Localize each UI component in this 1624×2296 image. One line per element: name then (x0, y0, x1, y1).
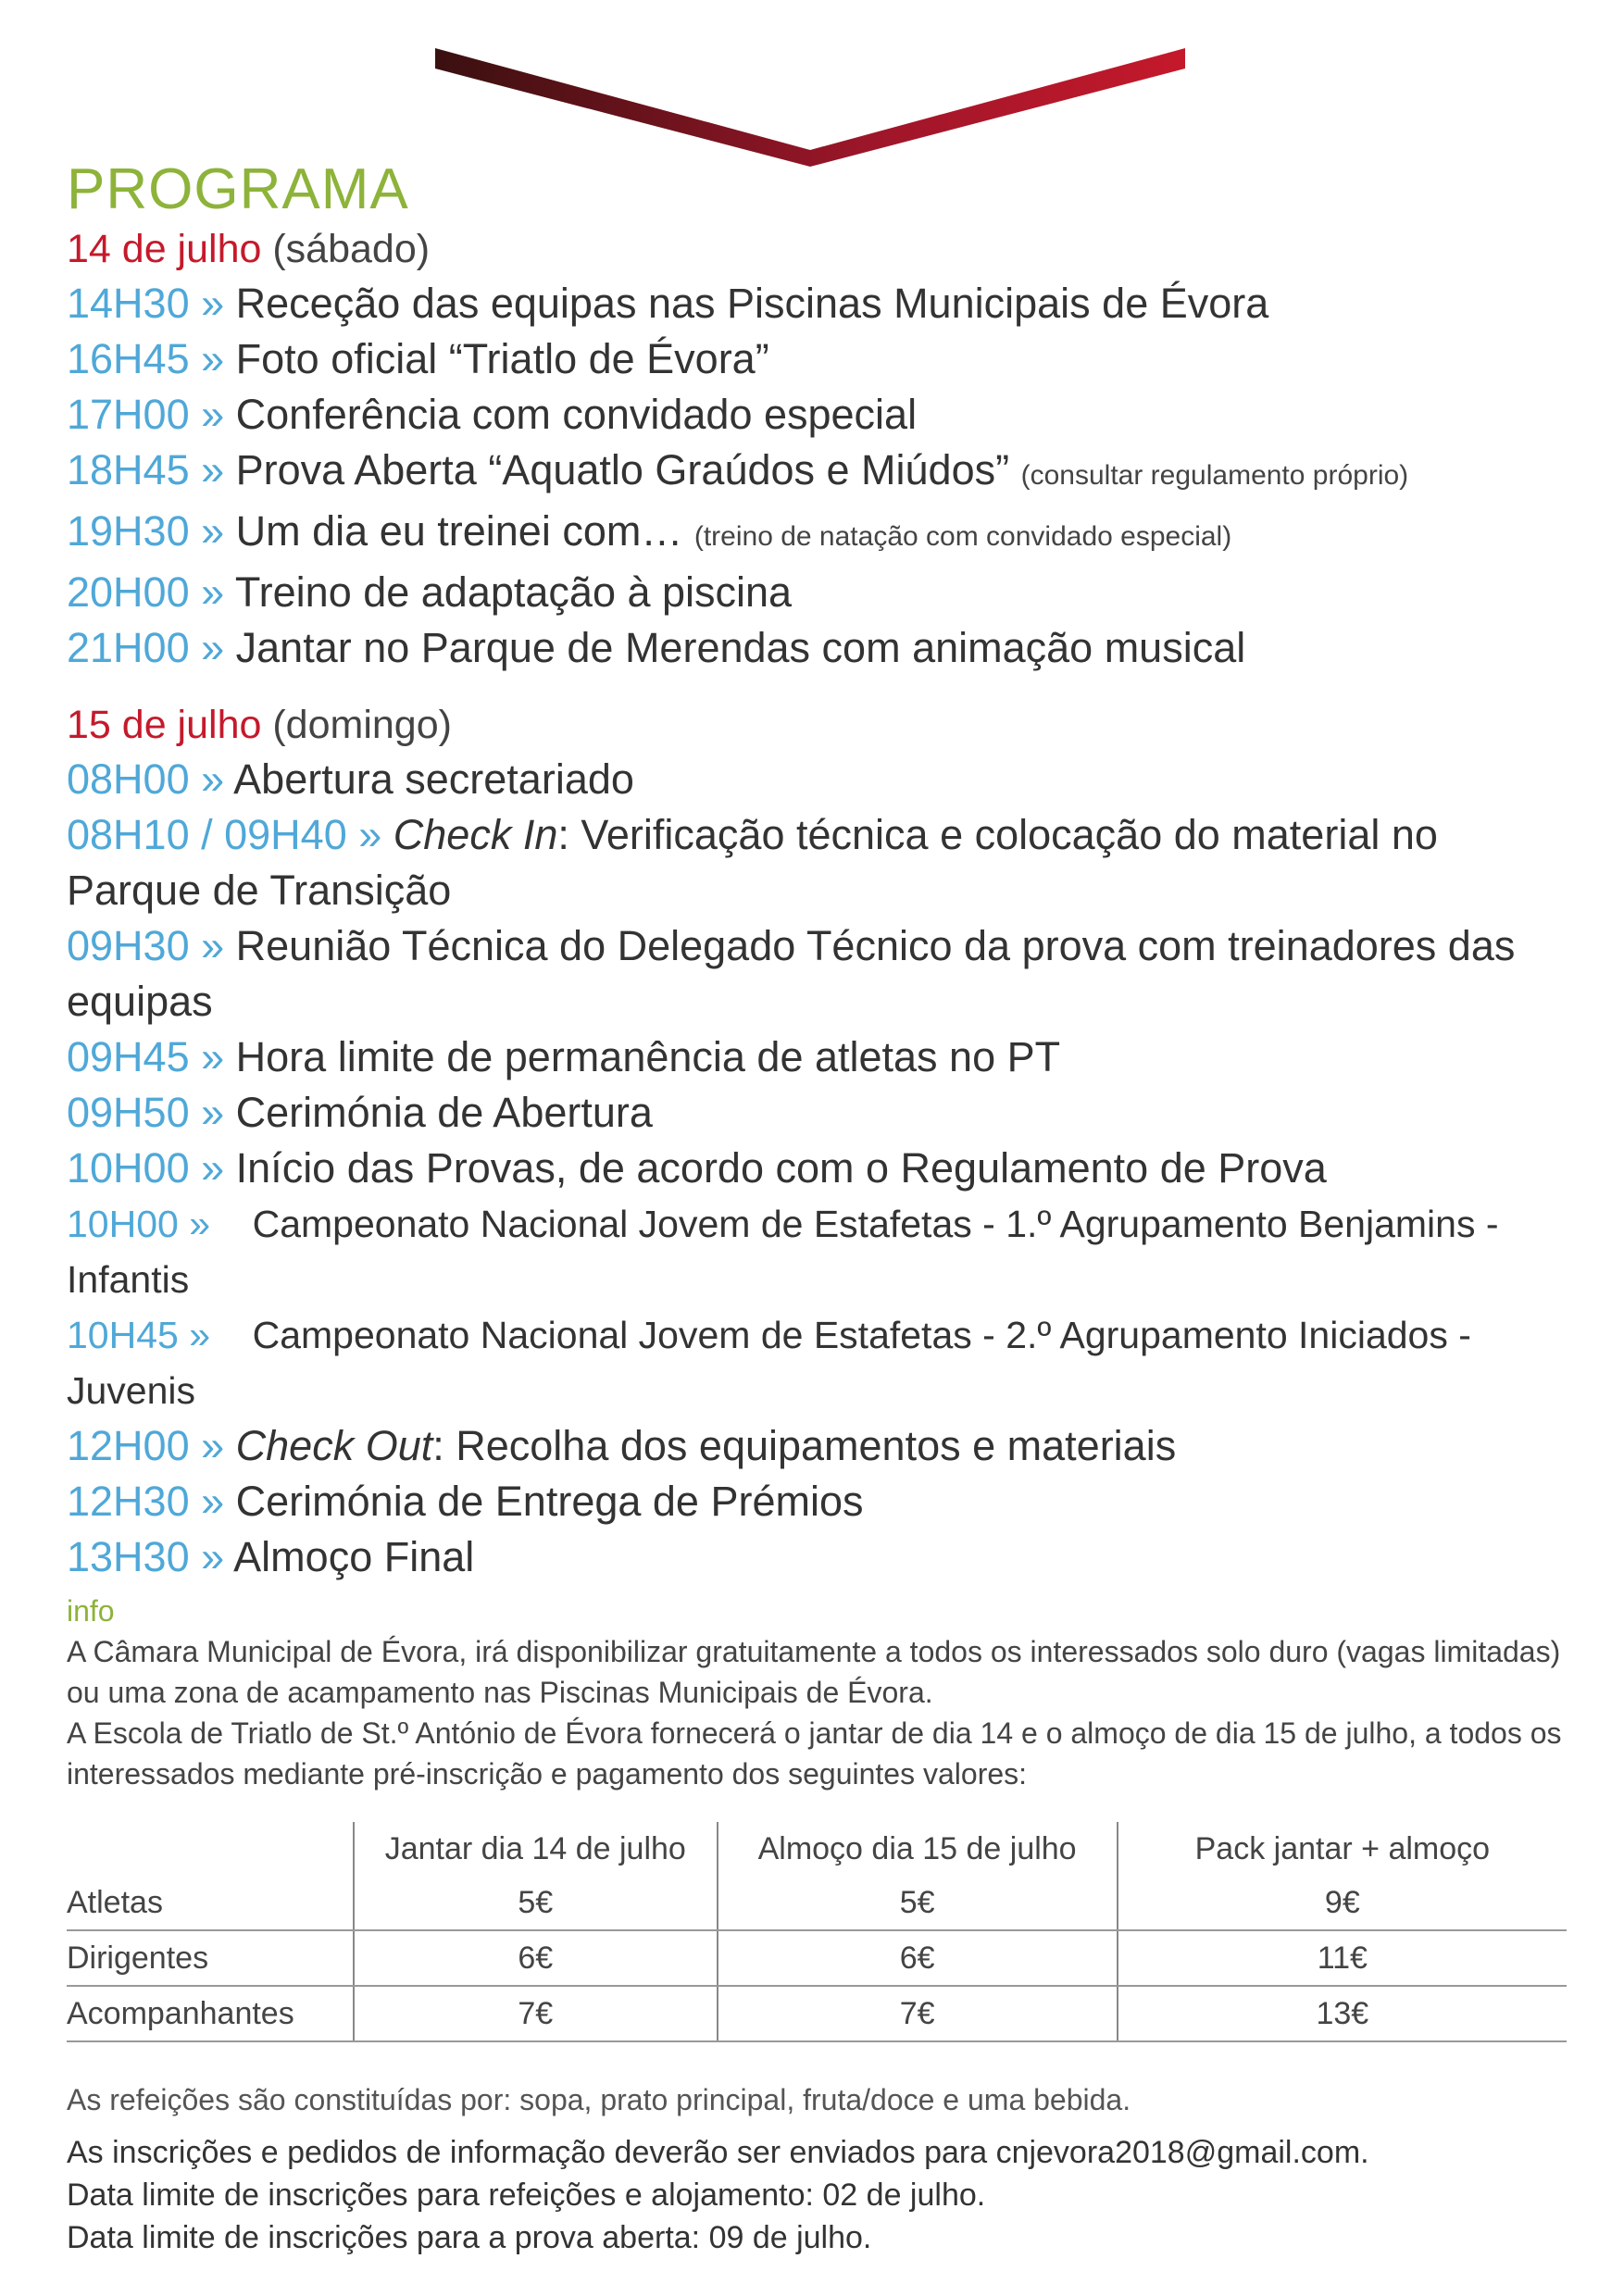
table-cell: 5€ (718, 1876, 1118, 1930)
price-table (67, 1822, 1567, 2042)
item-time: 09H50 » (67, 1089, 225, 1136)
item-text: Campeonato Nacional Jovem de Estafetas - 1.º Agrupamento Benjamins - Infantis (67, 1203, 1499, 1301)
item-text: Reunião Técnica do Delegado Técnico da prova com treinadores das equipas (67, 922, 1516, 1025)
item-text: Um dia eu treinei com… (235, 507, 683, 555)
row-label: Dirigentes (67, 1930, 354, 1986)
schedule-item (67, 807, 1567, 918)
page-title: PROGRAMA (67, 157, 409, 221)
registration-line: As inscrições e pedidos de informação deverão ser enviados para cnjevora2018@gmail.com. (67, 2135, 1369, 2170)
item-text: Abertura secretariado (233, 755, 634, 803)
schedule-item (67, 276, 1567, 331)
table-cell: 7€ (354, 1986, 717, 2041)
table-row (67, 1986, 1567, 2041)
item-text: Almoço Final (233, 1533, 475, 1580)
table-cell: 9€ (1118, 1876, 1567, 1930)
item-time: 12H30 » (67, 1478, 225, 1525)
meals-note: As refeições são constituídas por: sopa, prato principal, fruta/doce e uma bebida. (67, 2083, 1131, 2116)
item-text: Conferência com convidado especial (235, 391, 918, 438)
item-text: Treino de adaptação à piscina (234, 568, 793, 616)
item-time: 19H30 » (67, 507, 225, 555)
item-time: 09H45 » (67, 1033, 225, 1080)
day-heading-1 (67, 222, 1567, 276)
schedule-item (67, 752, 1567, 807)
registration-line: Data limite de inscrições para a prova aberta: 09 de julho. (67, 2220, 872, 2255)
item-time: 10H00 » (67, 1203, 211, 1245)
item-text: : Verificação técnica e colocação do material no Parque de Transição (67, 811, 1438, 914)
table-row (67, 1876, 1567, 1930)
schedule-item (67, 1196, 1567, 1307)
table-cell: 6€ (354, 1930, 717, 1986)
item-time: 17H00 » (67, 391, 225, 438)
item-note: (treino de natação com convidado especial) (693, 521, 1232, 552)
item-text: Hora limite de permanência de atletas no PT (235, 1033, 1061, 1080)
item-time: 10H00 » (67, 1144, 225, 1192)
table-cell: 5€ (354, 1876, 717, 1930)
item-text: Jantar no Parque de Merendas com animação musical (235, 624, 1246, 671)
schedule-item (67, 1307, 1567, 1418)
item-note: (consultar regulamento próprio) (1020, 460, 1409, 491)
table-cell: 11€ (1118, 1930, 1567, 1986)
item-text: Prova Aberta “Aquatlo Graúdos e Miúdos” (235, 446, 1010, 493)
item-text: : Recolha dos equipamentos e materiais (432, 1422, 1177, 1469)
item-time: 18H45 » (67, 446, 225, 493)
item-text: Campeonato Nacional Jovem de Estafetas - 2.º Agrupamento Iniciados - Juvenis (67, 1314, 1471, 1412)
schedule-item (67, 565, 1567, 620)
schedule-item (67, 443, 1567, 504)
item-time: 20H00 » (67, 568, 225, 616)
item-time: 12H00 » (67, 1422, 225, 1469)
table-header-cell: Pack jantar + almoço (1118, 1822, 1567, 1876)
info-label: info (67, 1594, 115, 1628)
row-label: Atletas (67, 1876, 354, 1930)
schedule-item (67, 504, 1567, 565)
table-header-cell: Almoço dia 15 de julho (718, 1822, 1118, 1876)
table-row (67, 1930, 1567, 1986)
day-heading-2 (67, 698, 1567, 752)
row-label: Acompanhantes (67, 1986, 354, 2041)
program-page (67, 157, 1567, 2259)
table-cell: 13€ (1118, 1986, 1567, 2041)
table-header-cell (67, 1822, 354, 1876)
schedule-item (67, 387, 1567, 443)
table-cell: 6€ (718, 1930, 1118, 1986)
item-text: Cerimónia de Abertura (235, 1089, 653, 1136)
day-date: 14 de julho (67, 227, 262, 271)
item-time: 08H00 » (67, 755, 225, 803)
item-text: Início das Provas, de acordo com o Regulamento de Prova (235, 1144, 1327, 1192)
table-header-row (67, 1822, 1567, 1876)
chevron-banner-icon (435, 48, 1185, 168)
schedule-item (67, 331, 1567, 387)
day-weekday: (sábado) (272, 227, 431, 271)
spacer (67, 676, 1567, 698)
item-time: 09H30 » (67, 922, 225, 969)
schedule-item (67, 1141, 1567, 1196)
item-time: 08H10 / 09H40 » (67, 811, 382, 858)
registration-notes (67, 2131, 1567, 2259)
schedule-item (67, 620, 1567, 676)
schedule-item (67, 1085, 1567, 1141)
item-time: 21H00 » (67, 624, 225, 671)
item-text: Foto oficial “Triatlo de Évora” (235, 335, 769, 382)
item-time: 10H45 » (67, 1314, 211, 1356)
table-cell: 7€ (718, 1986, 1118, 2041)
day-weekday: (domingo) (272, 703, 452, 747)
item-text: Receção das equipas nas Piscinas Municipais de Évora (235, 280, 1269, 327)
schedule-item (67, 1418, 1567, 1474)
schedule-item (67, 1529, 1567, 1585)
item-italic: Check In (393, 811, 558, 858)
item-time: 13H30 » (67, 1533, 225, 1580)
item-italic: Check Out (235, 1422, 433, 1469)
item-text: Cerimónia de Entrega de Prémios (235, 1478, 864, 1525)
info-paragraph-1: A Câmara Municipal de Évora, irá disponibilizar gratuitamente a todos os interessados solo duro (vagas limitadas) ou uma zona de acampamento nas Piscinas Municipais de Évora. (67, 1635, 1561, 1709)
item-time: 14H30 » (67, 280, 225, 327)
info-paragraph-2: A Escola de Triatlo de St.º António de Évora fornecerá o jantar de dia 14 e o almoço de dia 15 de julho, a todos os interessados mediante pré-inscrição e pagamento dos seguintes valores: (67, 1716, 1562, 1791)
schedule-item (67, 918, 1567, 1029)
item-time: 16H45 » (67, 335, 225, 382)
schedule-item (67, 1029, 1567, 1085)
schedule-item (67, 1474, 1567, 1529)
registration-line: Data limite de inscrições para refeições e alojamento: 02 de julho. (67, 2177, 986, 2213)
day-date: 15 de julho (67, 703, 262, 747)
table-header-cell: Jantar dia 14 de julho (354, 1822, 717, 1876)
